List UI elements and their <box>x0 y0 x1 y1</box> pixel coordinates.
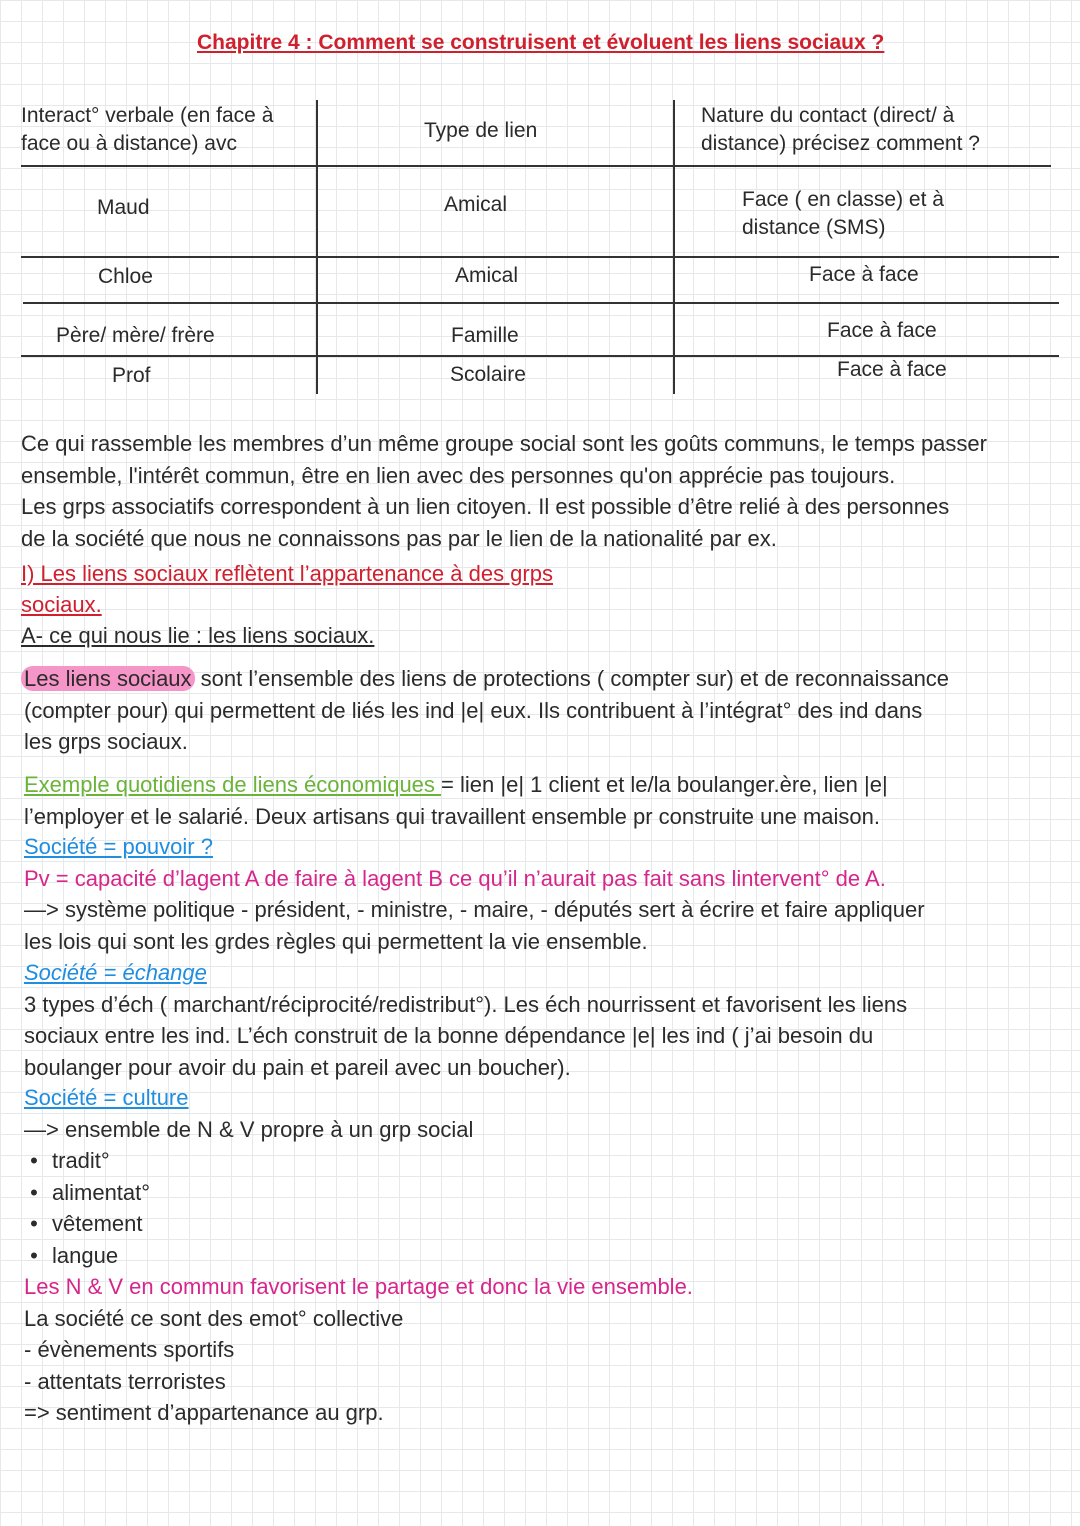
table-cell-link: Amical <box>444 193 508 216</box>
section-heading: I) Les liens sociaux reflètent l’appartenance à des grps sociaux. <box>21 561 553 617</box>
table-header-link-type: Type de lien <box>424 119 538 142</box>
culture-section: Société = culture —> ensemble de N & V propre à un grp social • tradit° • alimentat° • vêtement • langue Les N & V en commun favorisent le partage et donc la vie ensemble. La société ce sont des emot° collective - évènements sportifs - attentats terroristes => sentiment d’appartenance au grp. <box>24 1082 693 1429</box>
list-item: • langue <box>24 1242 119 1268</box>
table-cell-person: Père/ mère/ frère <box>56 324 215 347</box>
intro-line: de la société que nous ne connaissons pas par le lien de la nationalité par ex. <box>21 525 777 551</box>
economic-example: Exemple quotidiens de liens économiques = lien |e| 1 client et le/la boulanger.ère, lien |e| l’employer et le salarié. Deux artisans qui travaillent ensemble pr construite une maison. <box>24 772 888 829</box>
table-cell-person: Maud <box>97 196 150 219</box>
table-divider <box>23 302 1059 304</box>
page-title: Chapitre 4 : Comment se construisent et évoluent les liens sociaux ? <box>197 31 885 54</box>
list-item: • vêtement <box>24 1211 143 1236</box>
table-cell-link: Amical <box>455 264 519 287</box>
definition-paragraph: Les liens sociaux sont l’ensemble des liens de protections ( compter sur) et de reconnaissance (compter pour) qui permettent de liés les ind |e| eux. Ils contribuent à l’intégrat° des ind dans les grps sociaux. <box>24 663 949 758</box>
table-cell-person: Chloe <box>98 265 153 288</box>
intro-line: Les grps associatifs correspondent à un lien citoyen. Il est possible d’être relié à des personnes <box>21 494 950 519</box>
table-divider <box>21 256 1059 258</box>
table-divider <box>316 100 318 394</box>
table-cell-contact: Face à face <box>837 358 947 381</box>
economic-heading: Exemple quotidiens de liens économiques <box>24 772 442 797</box>
table-cell-contact: Face à face <box>827 319 937 342</box>
table-cell-link: Scolaire <box>450 363 526 386</box>
table-cell-contact: Face à face <box>809 263 919 286</box>
exchange-section: Société = échange 3 types d’éch ( marchant/réciprocité/redistribut°). Les éch nourrissent et favorisent les liens sociaux entre les ind. L’éch construit de la bonne dépendance |e| les ind ( j’ai besoin du boulanger pour avoir du pain et pareil avec un boucher). <box>24 957 907 1083</box>
subsection-heading: A- ce qui nous lie : les liens sociaux. <box>21 623 375 648</box>
culture-conclusion: Les N & V en commun favorisent le partage et donc la vie ensemble. <box>24 1274 693 1299</box>
table-header-contact-nature: Nature du contact (direct/ à distance) précisez comment ? <box>701 104 980 155</box>
table-divider <box>21 165 1051 167</box>
highlighted-term: Les liens sociaux <box>21 666 195 691</box>
table-cell-contact: Face ( en classe) et à distance (SMS) <box>742 188 944 239</box>
table-cell-person: Prof <box>112 364 151 387</box>
culture-heading: Société = culture <box>24 1085 189 1110</box>
power-definition: Pv = capacité d’lagent A de faire à lagent B ce qu’il n’aurait pas fait sans lintervent° de A. <box>24 865 886 891</box>
table-divider <box>673 100 675 394</box>
intro-line: ensemble, l'intérêt commun, être en lien avec des personnes qu'on apprécie pas toujours. <box>21 462 896 488</box>
intro-line: Ce qui rassemble les membres d’un même groupe social sont les goûts communs, le temps passer <box>21 431 987 456</box>
exchange-heading: Société = échange <box>24 960 207 985</box>
table-cell-link: Famille <box>451 324 519 347</box>
power-section: Société = pouvoir ? Pv = capacité d’lagent A de faire à lagent B ce qu’il n’aurait pas fait sans lintervent° de A. —> système politique - président, - ministre, - maire, - députés sert à écrire et faire appliquer les lois qui sont les grdes règles qui permettent la vie ensemble. <box>24 831 925 957</box>
power-heading: Société = pouvoir ? <box>24 834 213 859</box>
list-item: • alimentat° <box>24 1179 151 1205</box>
list-item: • tradit° <box>24 1148 110 1173</box>
table-header-interaction: Interact° verbale (en face à face ou à distance) avc <box>21 104 274 155</box>
intro-paragraph <box>21 428 987 554</box>
